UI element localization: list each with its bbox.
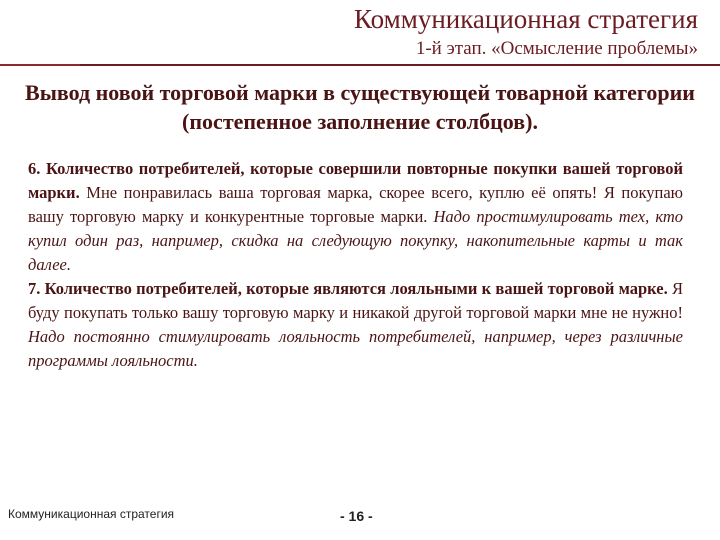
footer-label: Коммуникационная стратегия [8,507,175,521]
header-divider-accent [0,64,80,66]
paragraph-7 [28,277,683,373]
slide-heading: Вывод новой торговой марки в существующей товарной категории (постепенное заполнение столбцов). [25,80,695,134]
paragraph-7-italic: Надо постоянно стимулировать лояльность потребителей, например, через различные программы лояльности. [28,327,683,370]
page-subtitle: 1-й этап. «Осмысление проблемы» [415,38,698,59]
paragraph-7-bold: 7. Количество потребителей, которые являются лояльными к вашей торговой марке. [28,279,668,298]
paragraph-6 [28,157,683,277]
paragraph-6-bold: 6. Количество потребителей, которые совершили повторные покупки вашей торговой марки. [28,159,683,202]
paragraph-6-regular: Мне понравилась ваша торговая марка, скорее всего, куплю её опять! Я покупаю вашу торговую марку и конкурентные торговые марки. [28,183,683,226]
page-number: - 16 - [340,508,373,524]
page-title: Коммуникационная стратегия [354,4,698,34]
header-divider [0,64,720,66]
paragraph-7-regular: Я буду покупать только вашу торговую марку и никакой другой торговой марки мне не нужно! [28,279,683,322]
body-text [28,157,683,373]
paragraph-6-italic: Надо простимулировать тех, кто купил один раз, например, скидка на следующую покупку, накопительные карты и так далее. [28,207,683,274]
